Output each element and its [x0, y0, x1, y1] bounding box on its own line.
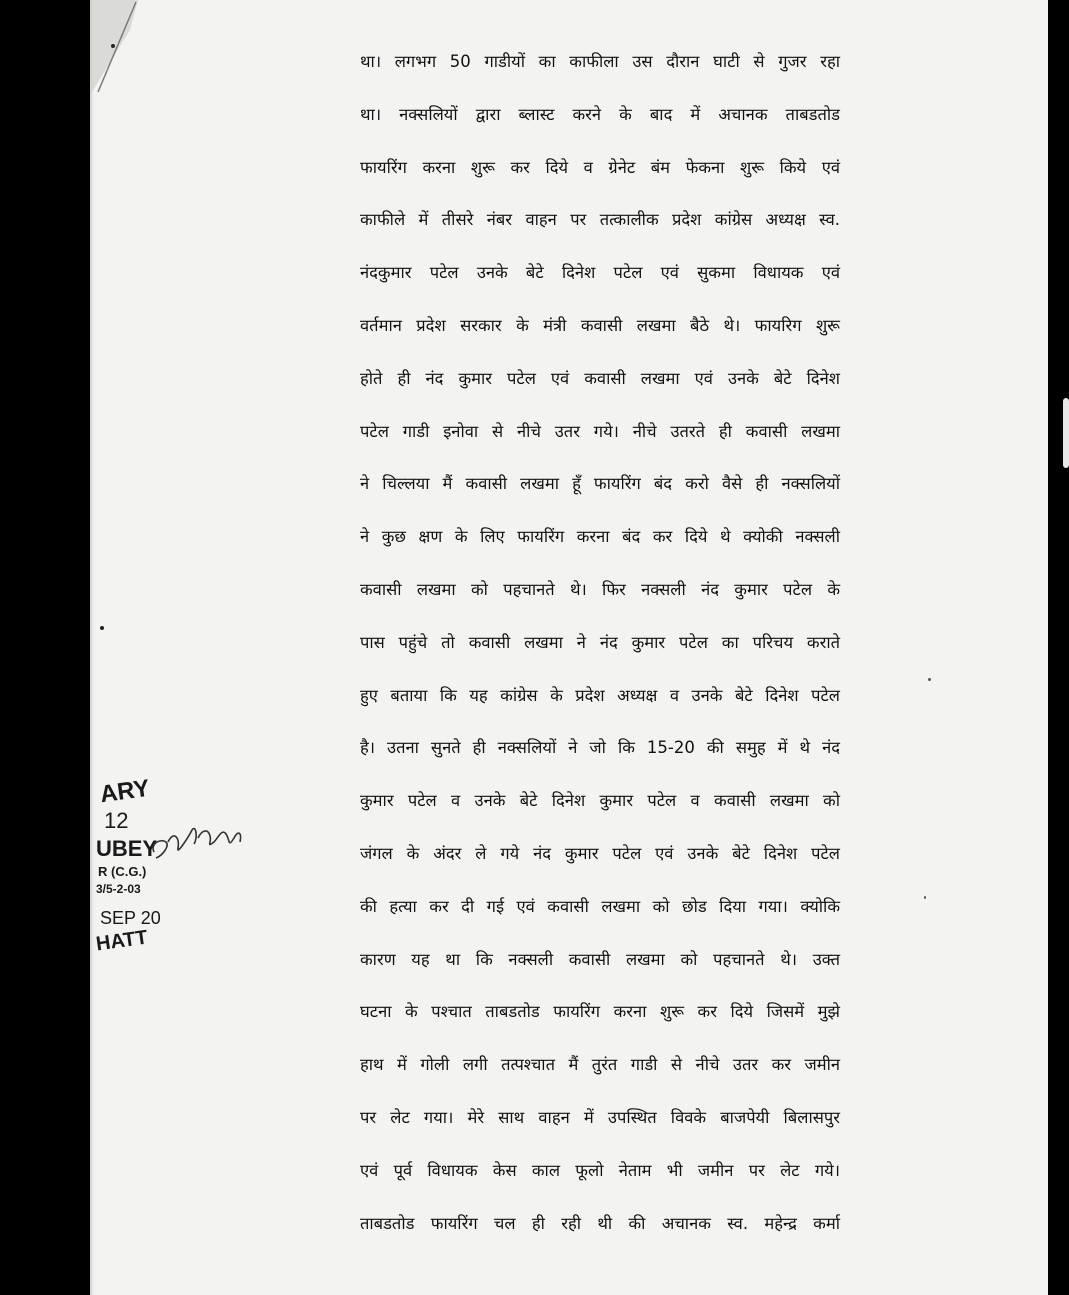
text-line: था। लगभग 50 गाडीयों का काफीला उस दौरान घाटी से गुजर रहा	[360, 52, 840, 71]
text-line: पटेल गाडी इनोवा से नीचे उतर गये। नीचे उतरते ही कवासी लखमा	[360, 421, 840, 441]
speck	[924, 896, 926, 899]
stamp-line: ARY	[98, 774, 152, 809]
text-line: कारण यह था कि नक्सली कवासी लखमा को पहचानते थे। उक्त	[360, 949, 840, 969]
scan-border	[1048, 0, 1069, 1295]
text-line: पास पहुंचे तो कवासी लखमा ने नंद कुमार पटेल का परिचय कराते	[360, 632, 840, 652]
stamp-line: R (C.G.)	[98, 864, 147, 879]
page-edge	[90, 0, 94, 1295]
text-line: कुमार पटेल व उनके बेटे दिनेश कुमार पटेल व कवासी लखमा को	[360, 791, 840, 811]
stamp-line: 12	[104, 808, 129, 833]
text-line: होते ही नंद कुमार पटेल एवं कवासी लखमा एवं उनके बेटे दिनेश	[360, 368, 840, 388]
text-line: नंदकुमार पटेल उनके बेटे दिनेश पटेल एवं सुकमा विधायक एवं	[360, 263, 840, 283]
speck	[100, 626, 104, 630]
text-line: हाथ में गोली लगी तत्पश्चात मैं तुरंत गाडी से नीचे उतर कर जमीन	[360, 1055, 840, 1075]
document-page	[90, 0, 1048, 1295]
stamp-line: SEP 20	[100, 908, 161, 928]
text-line: काफीले में तीसरे नंबर वाहन पर तत्कालीक प्रदेश कांग्रेस अध्यक्ष स्व.	[360, 210, 840, 230]
text-line: है। उतना सुनते ही नक्सलियों ने जो कि 15-20 की समुह में थे नंद	[360, 738, 840, 758]
text-line: ने कुछ क्षण के लिए फायरिंग करना बंद कर दिये थे क्योकी नक्सली	[360, 527, 840, 547]
text-line: घटना के पश्चात ताबडतोड फायरिंग करना शुरू कर दिये जिसमें मुझे	[360, 1002, 840, 1022]
signature-scribble-icon	[148, 808, 248, 868]
scroll-indicator	[1063, 398, 1069, 468]
text-line: था। नक्सलियों द्वारा ब्लास्ट करने के बाद में अचानक ताबडतोड	[360, 104, 840, 124]
corner-fold-mark	[90, 0, 210, 110]
stamp-line: 3/5-2-03	[96, 882, 141, 896]
text-line: की हत्या कर दी गई एवं कवासी लखमा को छोड दिया गया। क्योकि	[360, 896, 840, 916]
text-line: जंगल के अंदर ले गये नंद कुमार पटेल एवं उनके बेटे दिनेश पटेल	[360, 843, 840, 863]
text-line: कवासी लखमा को पहचानते थे। फिर नक्सली नंद कुमार पटेल के	[360, 579, 840, 599]
notary-stamp	[90, 768, 260, 973]
text-line: ताबडतोड फायरिंग चल ही रही थी की अचानक स्व. महेन्द्र कर्मा	[360, 1213, 840, 1233]
text-line: फायरिंग करना शुरू कर दिये व ग्रेनेट बंम फेकना शुरू किये एवं	[360, 157, 840, 177]
text-line: एवं पूर्व विधायक केस काल फूलो नेताम भी जमीन पर लेट गये।	[360, 1160, 840, 1180]
text-line: हुए बताया कि यह कांग्रेस के प्रदेश अध्यक्ष व उनके बेटे दिनेश पटेल	[360, 685, 840, 705]
speck	[111, 44, 115, 48]
text-line: ने चिल्लया मैं कवासी लखमा हूँ फायरिंग बंद करो वैसे ही नक्सलियों	[360, 474, 840, 494]
speck	[928, 678, 931, 681]
stamp-line: UBEY	[96, 836, 158, 861]
text-line: पर लेट गया। मेरे साथ वाहन में उपस्थित विवके बाजपेयी बिलासपुर	[360, 1107, 840, 1127]
text-line: वर्तमान प्रदेश सरकार के मंत्री कवासी लखमा बैठे थे। फायरिग शुरू	[360, 315, 840, 335]
stamp-line: HATT	[94, 926, 150, 956]
body-text	[360, 36, 840, 1250]
